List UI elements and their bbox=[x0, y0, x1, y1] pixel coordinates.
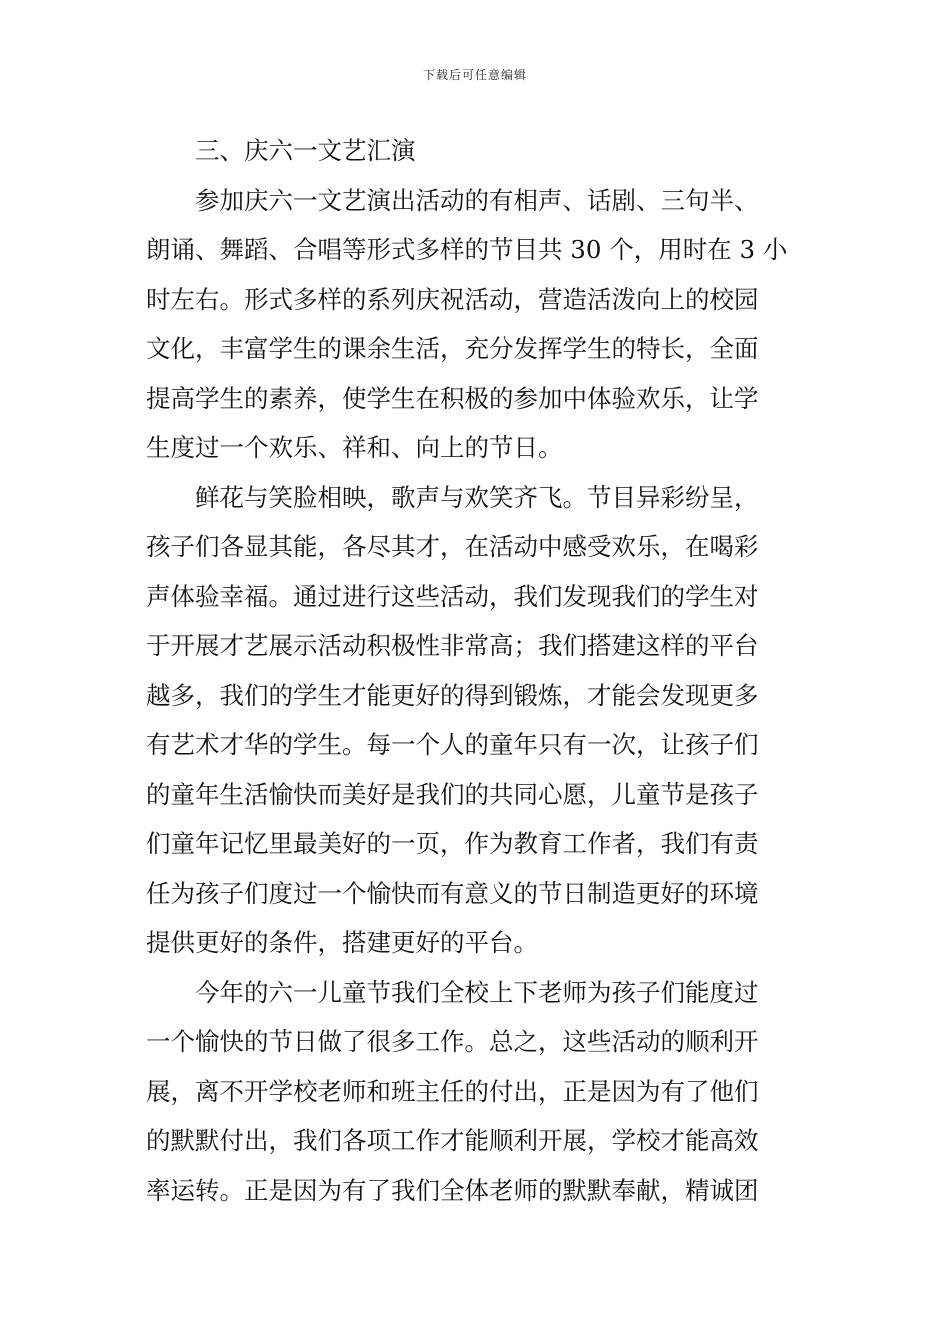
paragraph-2-line: 孩子们各显其能，各尽其才，在活动中感受欢乐，在喝彩 bbox=[146, 532, 759, 561]
paragraph-1-line: 朗诵、舞蹈、合唱等形式多样的节目共 30 个，用时在 3 小 bbox=[146, 235, 788, 264]
paragraph-2-line: 的童年生活愉快而美好是我们的共同心愿，儿童节是孩子 bbox=[146, 779, 759, 809]
section-heading: 三、庆六一文艺汇演 bbox=[195, 136, 416, 165]
paragraph-2-line: 越多，我们的学生才能更好的得到锻炼，才能会发现更多 bbox=[146, 680, 759, 710]
paragraph-1-line: 生度过一个欢乐、祥和、向上的节日。 bbox=[146, 433, 563, 462]
paragraph-2-line: 鲜花与笑脸相映，歌声与欢笑齐飞。节目异彩纷呈， bbox=[195, 482, 759, 512]
paragraph-2-line: 于开展才艺展示活动积极性非常高；我们搭建这样的平台 bbox=[146, 631, 759, 660]
paragraph-2-line: 任为孩子们度过一个愉快而有意义的节日制造更好的环境 bbox=[146, 878, 759, 908]
paragraph-1-line: 时左右。形式多样的系列庆祝活动，营造活泼向上的校园 bbox=[146, 284, 759, 314]
paragraph-3-line: 展，离不开学校老师和班主任的付出，正是因为有了他们 bbox=[146, 1076, 759, 1106]
paragraph-1-line: 参加庆六一文艺演出活动的有相声、话剧、三句半、 bbox=[195, 185, 759, 215]
paragraph-2-line: 声体验幸福。通过进行这些活动，我们发现我们的学生对 bbox=[146, 581, 759, 611]
paragraph-2-line: 有艺术才华的学生。每一个人的童年只有一次，让孩子们 bbox=[146, 730, 759, 759]
paragraph-3-line: 一个愉快的节日做了很多工作。总之，这些活动的顺利开 bbox=[146, 1027, 759, 1056]
paragraph-2-line: 们童年记忆里最美好的一页，作为教育工作者，我们有责 bbox=[146, 829, 759, 858]
paragraph-1-line: 文化，丰富学生的课余生活，充分发挥学生的特长，全面 bbox=[146, 334, 759, 363]
document-body bbox=[146, 126, 808, 1215]
paragraph-1-line: 提高学生的素养，使学生在积极的参加中体验欢乐，让学 bbox=[146, 383, 759, 413]
page-header-note: 下载后可任意编辑 bbox=[422, 68, 527, 82]
paragraph-3-line: 率运转。正是因为有了我们全体老师的默默奉献，精诚团 bbox=[146, 1175, 759, 1205]
paragraph-2-line: 提供更好的条件，搭建更好的平台。 bbox=[146, 928, 538, 957]
paragraph-3-line: 今年的六一儿童节我们全校上下老师为孩子们能度过 bbox=[195, 977, 759, 1007]
paragraph-3-line: 的默默付出，我们各项工作才能顺利开展，学校才能高效 bbox=[146, 1126, 759, 1155]
